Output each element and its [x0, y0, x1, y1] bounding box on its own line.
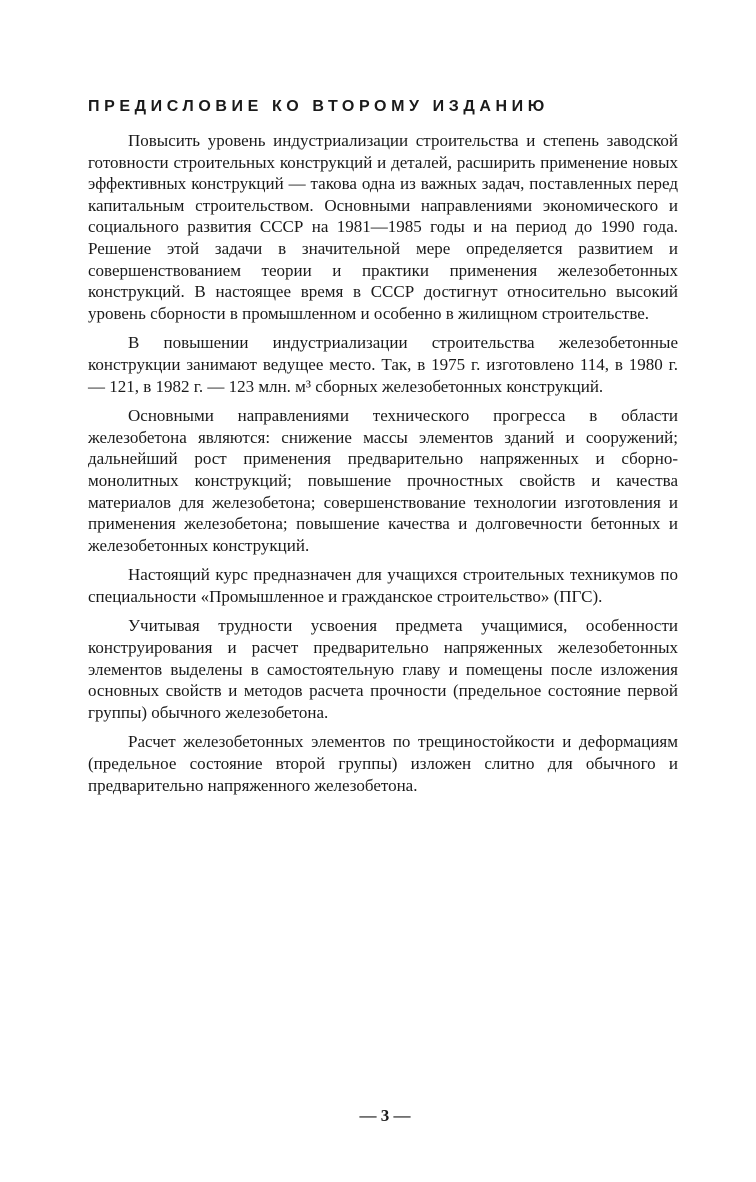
- paragraph-6: Расчет железобетонных элементов по трещиностойкости и деформациям (предельное состояние второй группы) изложен слитно для обычного и предварительно напряженного железобетона.: [88, 732, 678, 795]
- page-number: — 3 —: [359, 1106, 411, 1125]
- preface-body: [88, 130, 678, 804]
- paragraph-3: Основными направлениями технического прогресса в области железобетона являются: снижение массы элементов зданий и сооружений; дальнейший рост применения предварительно напряженных и сборно-монолитных конструкций; повышение прочностных свойств и качества материалов для железобетона; совершенствование технологии изготовления и применения железобетона; повышение качества и долговечности бетонных и железобетонных конструкций.: [88, 406, 678, 555]
- paragraph-1: Повысить уровень индустриализации строительства и степень заводской готовности строительных конструкций и деталей, расширить применение новых эффективных конструкций — такова одна из важных задач, поставленных перед капитальным строительством. Основными направлениями экономического и социального развития СССР на 1981—1985 годы и на период до 1990 года. Решение этой задачи в значительной мере определяется развитием и совершенствованием теории и практики применения железобетонных конструкций. В настоящее время в СССР достигнут относительно высокий уровень сборности в промышленном и особенно в жилищном строительстве.: [88, 131, 678, 323]
- paragraph-5: Учитывая трудности усвоения предмета учащимися, особенности конструирования и расчет предварительно напряженных железобетонных элементов выделены в самостоятельную главу и помещены после изложения основных свойств и методов расчета прочности (предельное состояние первой группы) обычного железобетона.: [88, 616, 678, 722]
- preface-heading: ПРЕДИСЛОВИЕ КО ВТОРОМУ ИЗДАНИЮ: [88, 98, 549, 115]
- paragraph-4: Настоящий курс предназначен для учащихся строительных техникумов по специальности «Промышленное и гражданское строительство» (ПГС).: [88, 565, 678, 606]
- paragraph-2: В повышении индустриализации строительства железобетонные конструкции занимают ведущее место. Так, в 1975 г. изготовлено 114, в 1980 г. — 121, в 1982 г. — 123 млн. м³ сборных железобетонных конструкций.: [88, 333, 678, 396]
